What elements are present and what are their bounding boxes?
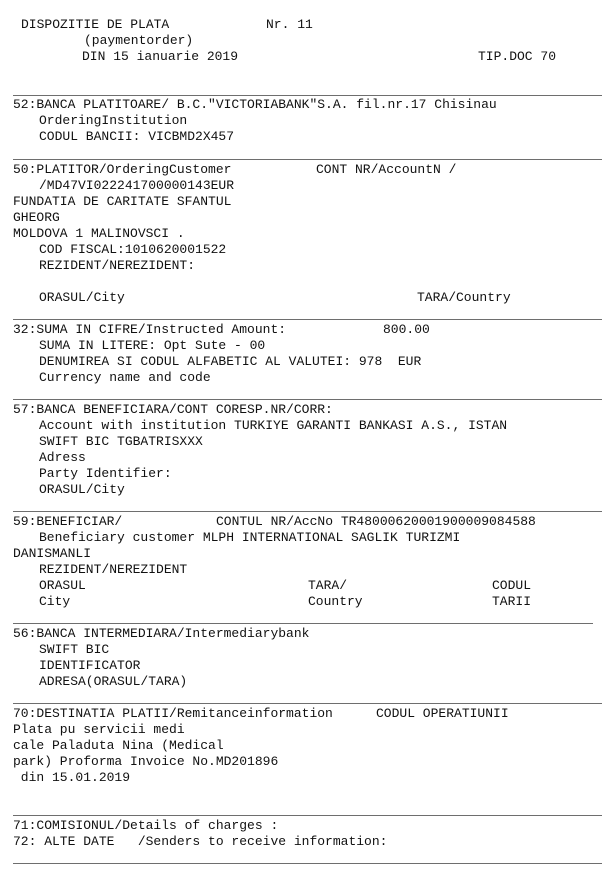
field-59-city: City [39,594,71,609]
field-50-city: ORASUL/City [39,290,125,305]
field-32-title: 32:SUMA IN CIFRE/Instructed Amount: [13,322,287,337]
field-32-currency: DENUMIREA SI CODUL ALFABETIC AL VALUTEI: 978 EUR [39,354,422,369]
divider [13,95,602,96]
field-50-account: /MD47VI022241700000143EUR [39,178,235,193]
field-72-other-data: 72: ALTE DATE /Senders to receive information: [13,834,388,849]
field-57-party-identifier: Party Identifier: [39,466,172,481]
field-32-amount: 800.00 [383,322,430,337]
field-70-line-4: din 15.01.2019 [13,770,131,785]
divider [13,511,602,512]
field-50-title: 50:PLATITOR/OrderingCustomer [13,162,232,177]
document-number: Nr. 11 [266,17,313,32]
field-59-beneficiary: Beneficiary customer MLPH INTERNATIONAL SAGLIK TURIZMI [39,530,461,545]
field-50-name-2: GHEORG [13,210,60,225]
field-56-address: ADRESA(ORASUL/TARA) [39,674,188,689]
document-type: TIP.DOC 70 [478,49,557,64]
field-59-tara: TARA/ [308,578,348,593]
field-50-fiscal-code: COD FISCAL:1010620001522 [39,242,227,257]
document-date: DIN 15 ianuarie 2019 [82,49,239,64]
field-71-charges: 71:COMISIONUL/Details of charges : [13,818,279,833]
field-57-address: Adress [39,450,86,465]
field-50-account-label: CONT NR/AccountN / [316,162,457,177]
field-50-country: TARA/Country [417,290,511,305]
field-50-resident: REZIDENT/NEREZIDENT: [39,258,196,273]
divider [13,319,602,320]
field-59-title: 59:BENEFICIAR/ [13,514,123,529]
field-59-account: CONTUL NR/AccNo TR48000620001900009084588 [216,514,536,529]
field-56-identifier: IDENTIFICATOR [39,658,141,673]
field-52-title: 52:BANCA PLATITOARE/ B.C."VICTORIABANK"S.A. fil.nr.17 Chisinau [13,97,497,112]
field-56-title: 56:BANCA INTERMEDIARA/Intermediarybank [13,626,310,641]
field-52-subtitle: OrderingInstitution [39,113,188,128]
divider [13,815,602,816]
field-57-city: ORASUL/City [39,482,125,497]
field-32-currency-label: Currency name and code [39,370,211,385]
divider [13,399,602,400]
document-subtitle: (paymentorder) [84,33,194,48]
field-57-title: 57:BANCA BENEFICIARA/CONT CORESP.NR/CORR: [13,402,333,417]
field-70-line-3: park) Proforma Invoice No.MD201896 [13,754,279,769]
divider [13,159,602,160]
field-59-tarii: TARII [492,594,532,609]
field-50-address: MOLDOVA 1 MALINOVSCI . [13,226,185,241]
field-52-bank-code: CODUL BANCII: VICBMD2X457 [39,129,235,144]
field-57-account-institution: Account with institution TURKIYE GARANTI BANKASI A.S., ISTAN [39,418,508,433]
field-59-orasul: ORASUL [39,578,86,593]
field-57-swift: SWIFT BIC TGBATRISXXX [39,434,203,449]
divider [13,623,593,624]
field-70-line-2: cale Paladuta Nina (Medical [13,738,224,753]
field-59-beneficiary-cont: DANISMANLI [13,546,92,561]
field-59-country: Country [308,594,363,609]
field-50-name-1: FUNDATIA DE CARITATE SFANTUL [13,194,232,209]
field-70-line-1: Plata pu servicii medi [13,722,185,737]
field-56-swift: SWIFT BIC [39,642,110,657]
field-70-title: 70:DESTINATIA PLATII/Remitanceinformation [13,706,333,721]
field-59-resident: REZIDENT/NEREZIDENT [39,562,188,577]
field-32-amount-words: SUMA IN LITERE: Opt Sute - 00 [39,338,266,353]
divider [13,863,602,864]
field-59-codul: CODUL [492,578,532,593]
document-title: DISPOZITIE DE PLATA [21,17,170,32]
divider [13,703,602,704]
field-70-operation-code: CODUL OPERATIUNII [376,706,509,721]
